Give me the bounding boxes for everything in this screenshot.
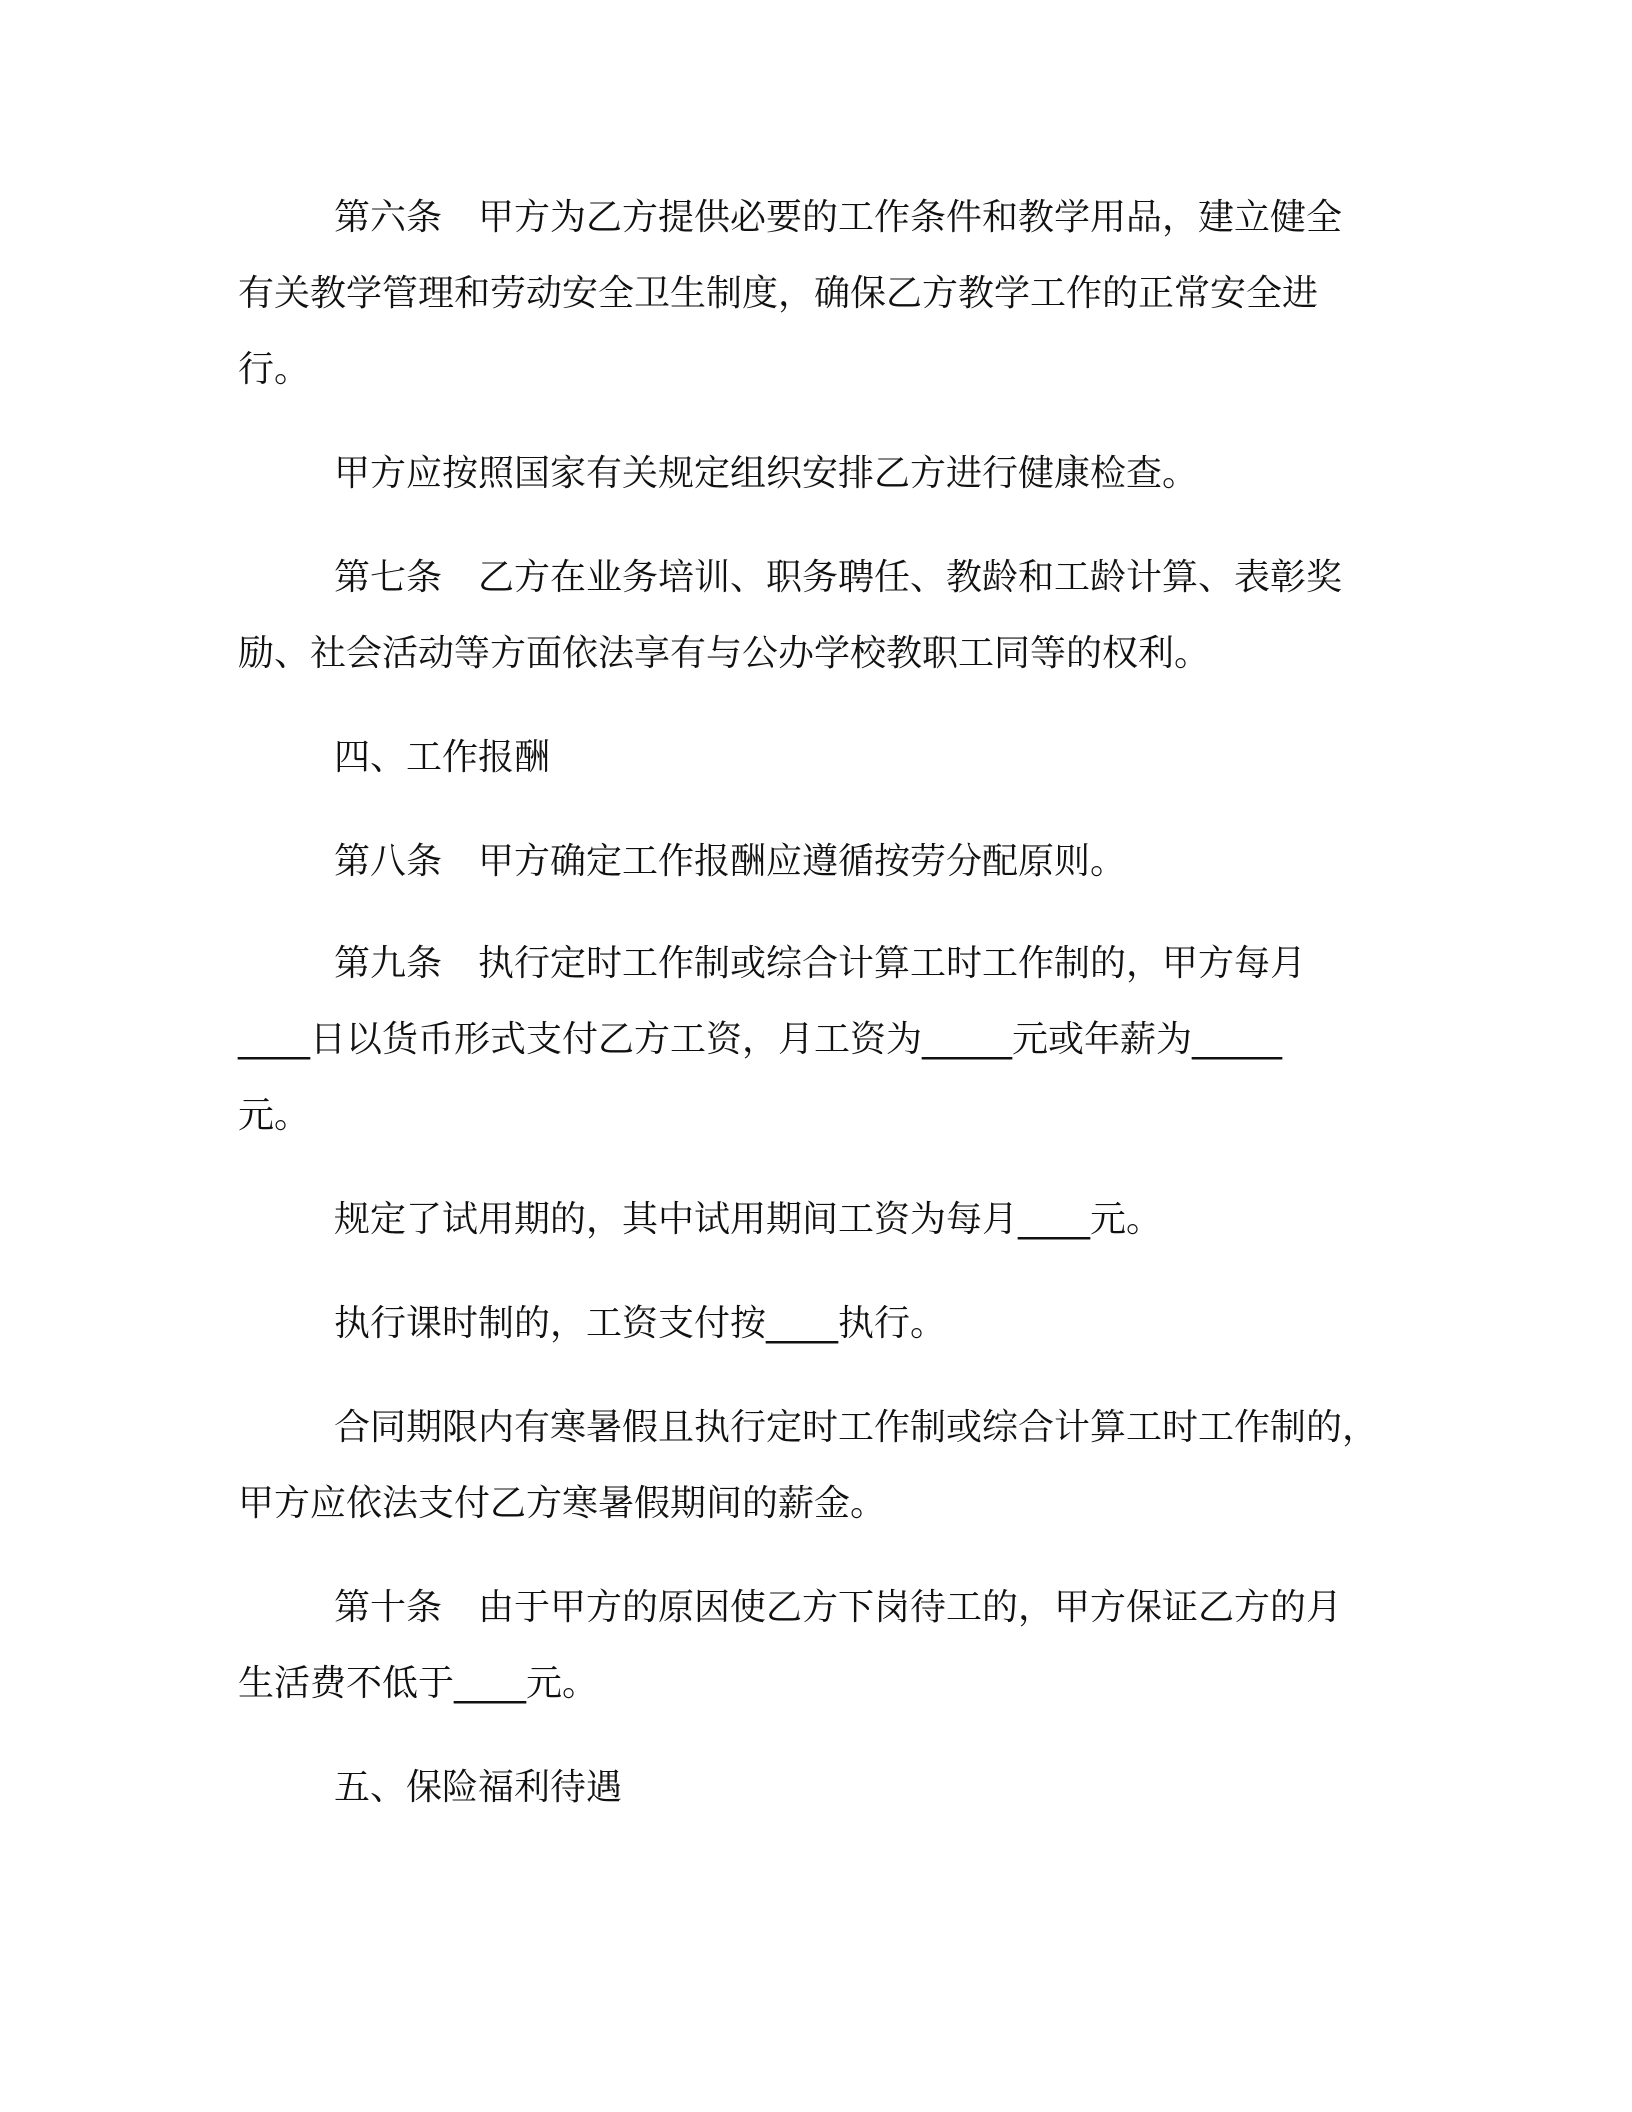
article-7-line-2: 励、社会活动等方面依法享有与公办学校教职工同等的权利。 <box>238 633 1211 674</box>
article-9-line-3: 元。 <box>238 1095 311 1136</box>
article-8-paragraph: 第八条 甲方确定工作报酬应遵循按劳分配原则。 <box>334 841 1127 882</box>
vacation-pay-line-1: 合同期限内有寒暑假且执行定时工作制或综合计算工时工作制的， <box>334 1407 1379 1448</box>
vacation-pay-line-2: 甲方应依法支付乙方寒暑假期间的薪金。 <box>238 1483 887 1524</box>
section-5-heading: 五、保险福利待遇 <box>334 1767 623 1808</box>
article-7-line-1: 第七条 乙方在业务培训、职务聘任、教龄和工龄计算、表彰奖 <box>334 557 1343 598</box>
article-10-line-1: 第十条 由于甲方的原因使乙方下岗待工的，甲方保证乙方的月 <box>334 1587 1343 1628</box>
article-6-line-3: 行。 <box>238 349 311 390</box>
probation-salary-paragraph: 规定了试用期的，其中试用期间工资为每月____元。 <box>334 1199 1163 1240</box>
health-check-paragraph: 甲方应按照国家有关规定组织安排乙方进行健康检查。 <box>334 453 1199 494</box>
article-9-line-2: ____日以货币形式支付乙方工资，月工资为_____元或年薪为_____ <box>238 1019 1283 1060</box>
article-10-line-2: 生活费不低于____元。 <box>238 1663 599 1704</box>
article-6-line-2: 有关教学管理和劳动安全卫生制度，确保乙方教学工作的正常安全进 <box>238 273 1319 314</box>
class-hour-paragraph: 执行课时制的，工资支付按____执行。 <box>334 1303 947 1344</box>
article-9-line-1: 第九条 执行定时工作制或综合计算工时工作制的，甲方每月 <box>334 943 1307 984</box>
section-4-heading: 四、工作报酬 <box>334 737 551 778</box>
article-6-line-1: 第六条 甲方为乙方提供必要的工作条件和教学用品，建立健全 <box>334 197 1343 238</box>
